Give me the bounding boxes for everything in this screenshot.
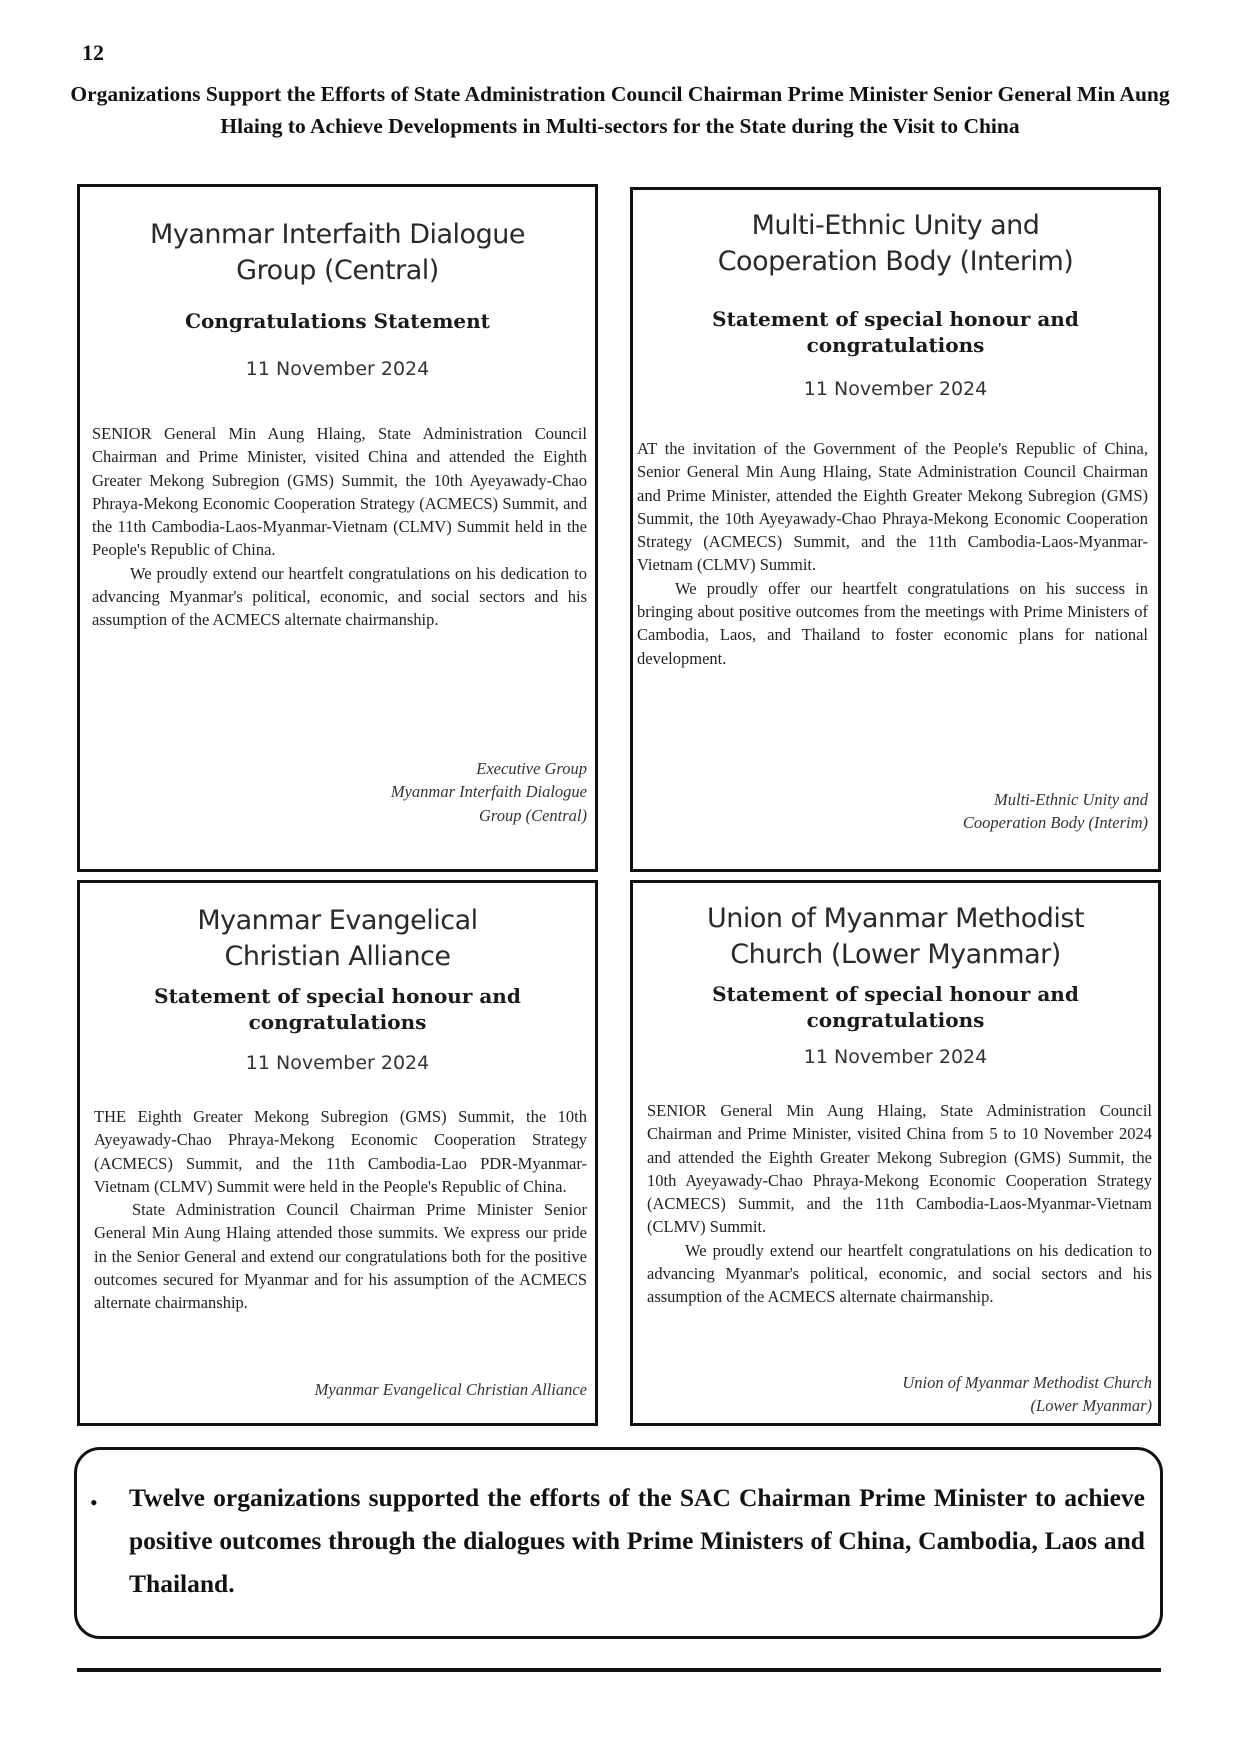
card-date: 11 November 2024 [245, 1052, 430, 1074]
card-body: THE Eighth Greater Mekong Subregion (GMS) Summit, the 10th Ayeyawady-Chao Phraya-Mekong Economic Cooperation Strategy (ACMECS) Summit, and the 11th Cambodia-Lao PDR-Myanmar-Vietnam (CLMV) Summit were held in the People's Republic of China. State Administration Council Chairman Prime Minister Senior General Min Aung Hlaing attended those summits. We express our pride in the Senior General and extend our congratulations both for the positive outcomes secured for Myanmar and for his assumption of the ACMECS alternate chairmanship. [94, 1107, 587, 1313]
card-date: 11 November 2024 [803, 378, 988, 400]
card-organization: Myanmar Interfaith Dialogue Group (Central) [150, 219, 525, 286]
card-date: 11 November 2024 [245, 358, 430, 380]
statement-card-evangelical [77, 880, 598, 1426]
card-statement-title: Statement of special honour and congratulations [712, 982, 1079, 1032]
card-body: AT the invitation of the Government of the People's Republic of China, Senior General Min Aung Hlaing, State Administration Council Chairman and Prime Minister, attended the Eighth Greater Mekong Subregion (GMS) Summit, the 10th Ayeyawady-Chao Phraya-Mekong Economic Cooperation Strategy (ACMECS) Summit, and the 11th Cambodia-Laos-Myanmar-Vietnam (CLMV) Summit. We proudly offer our heartfelt congratulations on his success in bringing about positive outcomes from the meetings with Prime Ministers of Cambodia, Laos, and Thailand to foster economic plans for national development. [637, 439, 1148, 668]
card-organization: Myanmar Evangelical Christian Alliance [197, 905, 478, 972]
card-signature: Executive Group Myanmar Interfaith Dialogue Group (Central) [390, 759, 587, 825]
statement-card-multi-ethnic [630, 187, 1161, 872]
card-signature: Union of Myanmar Methodist Church (Lower Myanmar) [902, 1373, 1152, 1416]
statement-card-methodist [630, 880, 1161, 1426]
card-statement-title: Congratulations Statement [185, 309, 490, 333]
summary-text: Twelve organizations supported the efforts of the SAC Chairman Prime Minister to achieve positive outcomes through the dialogues with Prime Ministers of China, Cambodia, Laos and Thailand. [129, 1483, 1145, 1598]
card-organization: Multi-Ethnic Unity and Cooperation Body (Interim) [717, 210, 1074, 277]
bullet-icon: • [90, 1490, 98, 1515]
page-title: Organizations Support the Efforts of State Administration Council Chairman Prime Minister Senior General Min Aung Hlaing to Achieve Developments in Multi-sectors for the State during the Visit to China [70, 82, 1170, 138]
card-statement-title: Statement of special honour and congratulations [154, 984, 521, 1034]
card-statement-title: Statement of special honour and congratulations [712, 307, 1079, 357]
page-number: 12 [82, 40, 104, 65]
card-signature: Multi-Ethnic Unity and Cooperation Body (Interim) [962, 790, 1148, 833]
bottom-divider [77, 1668, 1161, 1672]
card-body: SENIOR General Min Aung Hlaing, State Administration Council Chairman and Prime Minister, visited China and attended the Eighth Greater Mekong Subregion (GMS) Summit, the 10th Ayeyawady-Chao Phraya-Mekong Economic Cooperation Strategy (ACMECS) Summit, and the 11th Cambodia-Laos-Myanmar-Vietnam (CLMV) Summit held in the People's Republic of China. We proudly extend our heartfelt congratulations on his dedication to advancing Myanmar's political, economic, and social sectors and his assumption of the ACMECS alternate chairmanship. [92, 424, 587, 630]
card-body: SENIOR General Min Aung Hlaing, State Administration Council Chairman and Prime Minister, visited China from 5 to 10 November 2024 and attended the Eighth Greater Mekong Subregion (GMS) Summit, the 10th Ayeyawady-Chao Phraya-Mekong Economic Cooperation Strategy (ACMECS) Summit, and the 11th Cambodia-Laos-Myanmar-Vietnam (CLMV) Summit. We proudly extend our heartfelt congratulations on his dedication to advancing Myanmar's political, economic, and social sectors and his assumption of the ACMECS alternate chairmanship. [647, 1101, 1152, 1307]
card-organization: Union of Myanmar Methodist Church (Lower Myanmar) [706, 903, 1085, 970]
card-signature: Myanmar Evangelical Christian Alliance [314, 1380, 587, 1399]
statement-card-interfaith [77, 184, 598, 872]
card-date: 11 November 2024 [803, 1046, 988, 1068]
